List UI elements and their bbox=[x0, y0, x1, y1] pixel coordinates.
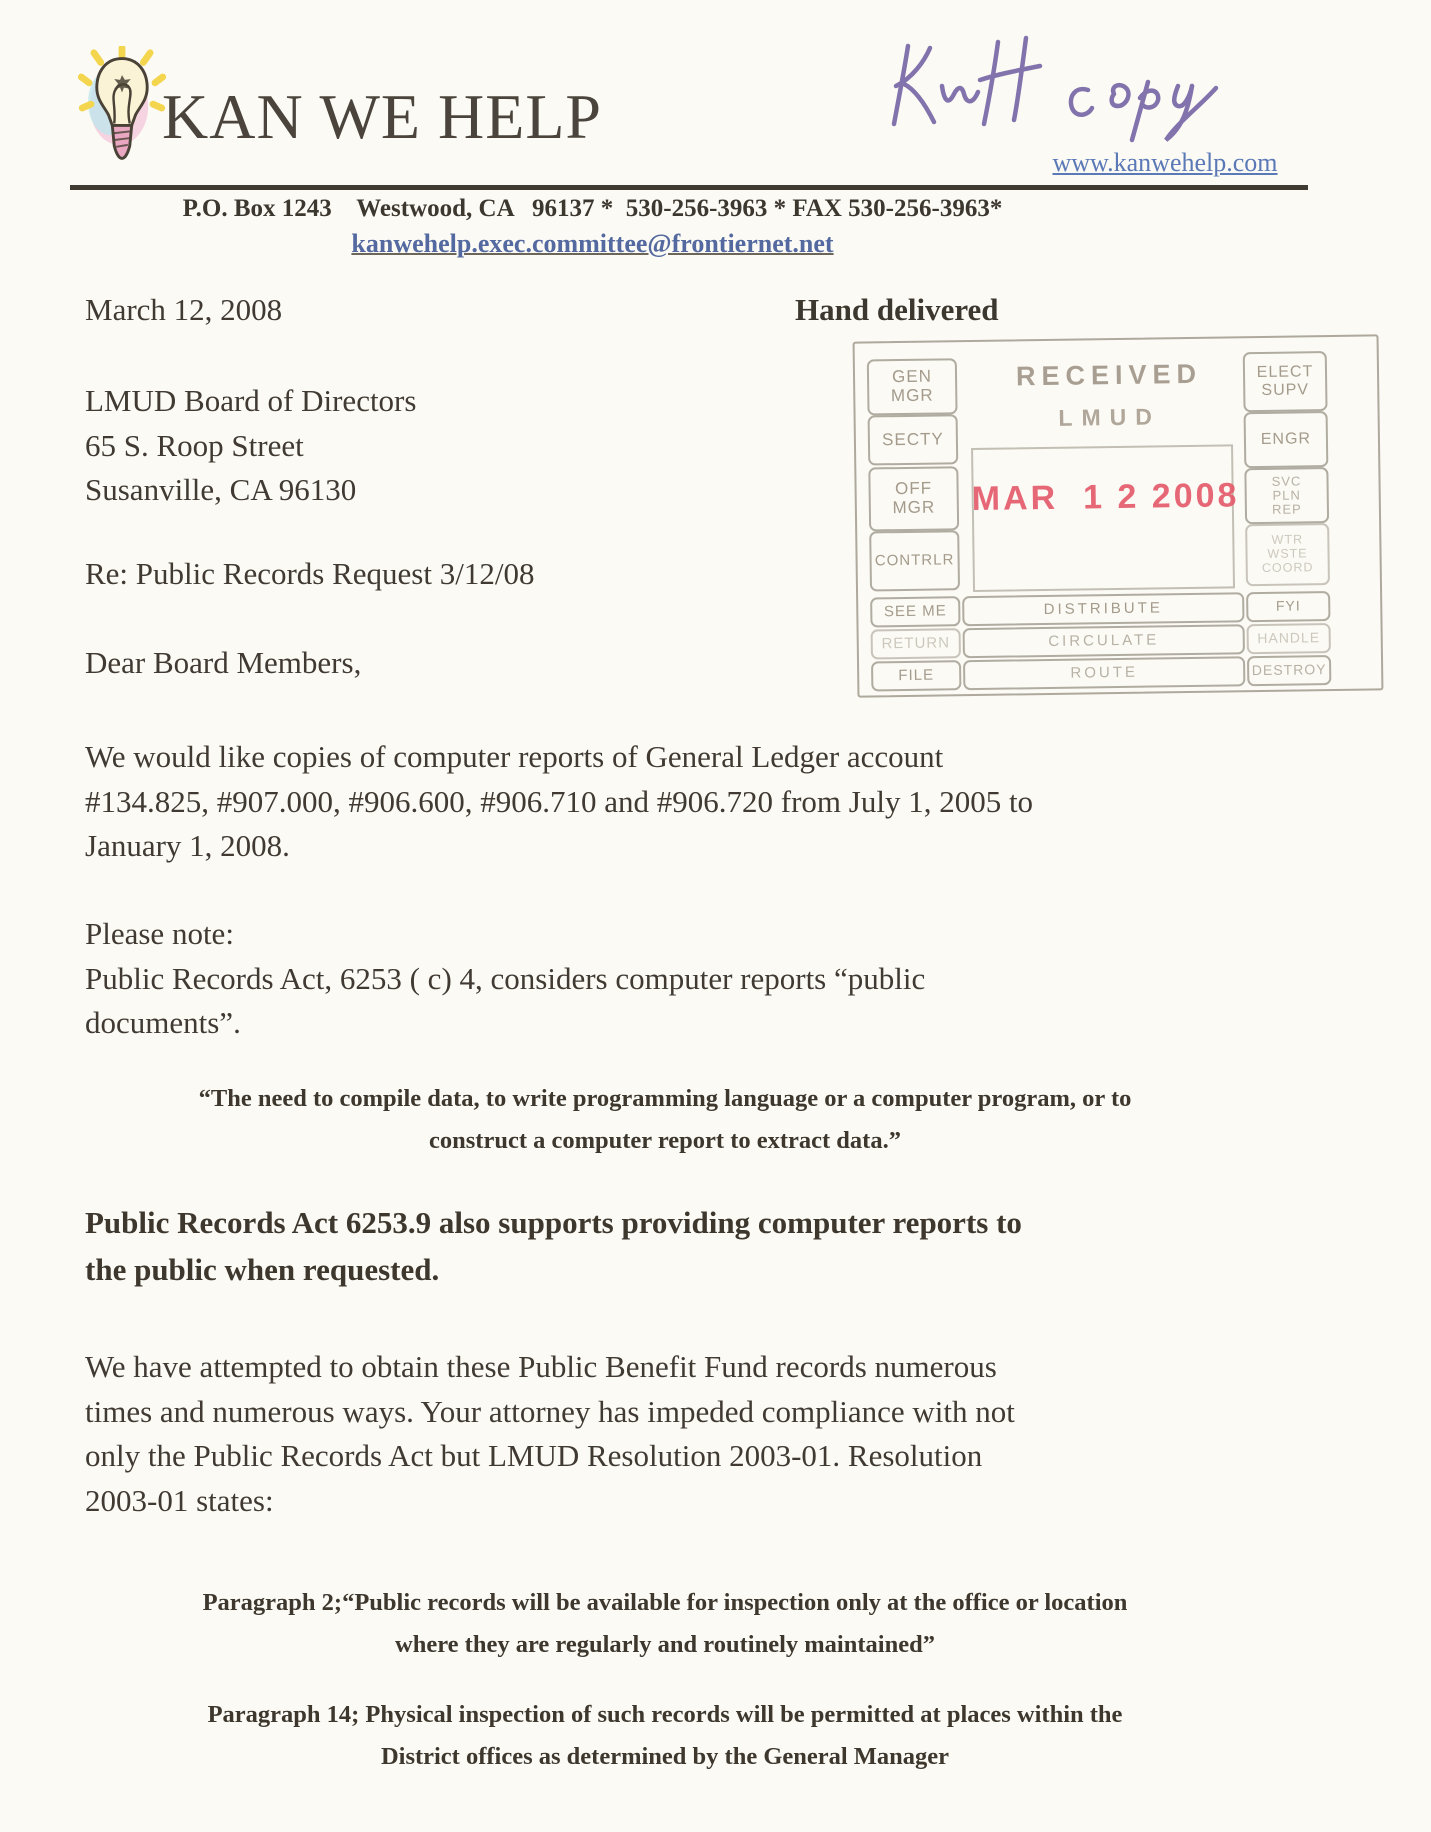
stamp-box-off-mgr: OFF MGR bbox=[868, 466, 959, 531]
paragraph-request: We would like copies of computer reports of General Ledger account #134.825, #907.000, #906.600, #906.710 and #906.720 from July 1, 2005 to January 1, 2008. bbox=[85, 739, 1034, 863]
email-link: kanwehelp.exec.committee@frontiernet.net bbox=[351, 229, 834, 258]
stamp-box-svc-pln-rep: SVC PLN REP bbox=[1244, 467, 1329, 524]
paragraph-6253-9: Public Records Act 6253.9 also supports providing computer reports to the public when requested. bbox=[85, 1205, 1022, 1287]
stamp-box-route: ROUTE bbox=[963, 656, 1245, 690]
delivery-method: Hand delivered bbox=[795, 292, 999, 327]
header-rule bbox=[70, 185, 1308, 190]
handwritten-note bbox=[880, 28, 1240, 148]
salutation: Dear Board Members, bbox=[85, 645, 362, 680]
quote-compile-data: “The need to compile data, to write programming language or a computer program, or to construct a computer report to extract data.” bbox=[198, 1085, 1132, 1154]
stamp-box-engr: ENGR bbox=[1244, 411, 1329, 468]
stamp-box-fyi: FYI bbox=[1246, 591, 1330, 622]
paragraph-attempts: We have attempted to obtain these Public Benefit Fund records numerous times and numerous ways. Your attorney has impeded compliance with not only the Public Records Act but LMUD Resolution 2003-01. Resolution 2003-01 states: bbox=[85, 1349, 1015, 1518]
contact-line: P.O. Box 1243 Westwood, CA 96137 * 530-256-3963 * FAX 530-256-3963* bbox=[182, 195, 1003, 222]
stamp-box-contrlr: CONTRLR bbox=[869, 530, 960, 591]
stamp-box-return: RETURN bbox=[871, 628, 961, 659]
letter-date: March 12, 2008 bbox=[85, 292, 283, 327]
stamp-box-destroy: DESTROY bbox=[1247, 655, 1331, 686]
stamp-box-see-me: SEE ME bbox=[870, 596, 960, 627]
stamp-date: MAR 1 2 2008 bbox=[971, 476, 1240, 519]
subject-line: Re: Public Records Request 3/12/08 bbox=[85, 556, 535, 591]
recipient-address: LMUD Board of Directors 65 S. Roop Street Susanville, CA 96130 bbox=[85, 383, 417, 507]
received-stamp bbox=[853, 334, 1384, 697]
quote-paragraph-14: Paragraph 14; Physical inspection of such records will be permitted at places within the District offices as determined by the General Manager bbox=[207, 1701, 1123, 1770]
stamp-box-wtr-wste-coord: WTR WSTE COORD bbox=[1245, 523, 1330, 586]
quote-paragraph-2: Paragraph 2;“Public records will be available for inspection only at the office or location where they are regularly and routinely maintained” bbox=[202, 1589, 1128, 1658]
stamp-box-distribute: DISTRIBUTE bbox=[962, 592, 1244, 626]
stamp-box-secty: SECTY bbox=[868, 414, 959, 465]
stamp-box-file: FILE bbox=[871, 660, 961, 691]
stamp-box-gen-mgr: GEN MGR bbox=[867, 358, 958, 415]
stamp-box-elect-supv: ELECT SUPV bbox=[1243, 351, 1328, 412]
stamp-box-handle: HANDLE bbox=[1247, 623, 1331, 654]
paragraph-please-note: Please note: Public Records Act, 6253 ( c) 4, considers computer reports “public documents”. bbox=[85, 916, 926, 1040]
stamp-lmud-text: LMUD bbox=[1058, 403, 1162, 431]
website-link: www.kanwehelp.com bbox=[1052, 148, 1278, 177]
stamp-received-text: RECEIVED bbox=[1015, 358, 1203, 392]
org-title: KAN WE HELP bbox=[162, 81, 602, 152]
lightbulb-icon bbox=[78, 46, 166, 172]
stamp-box-circulate: CIRCULATE bbox=[963, 624, 1245, 658]
